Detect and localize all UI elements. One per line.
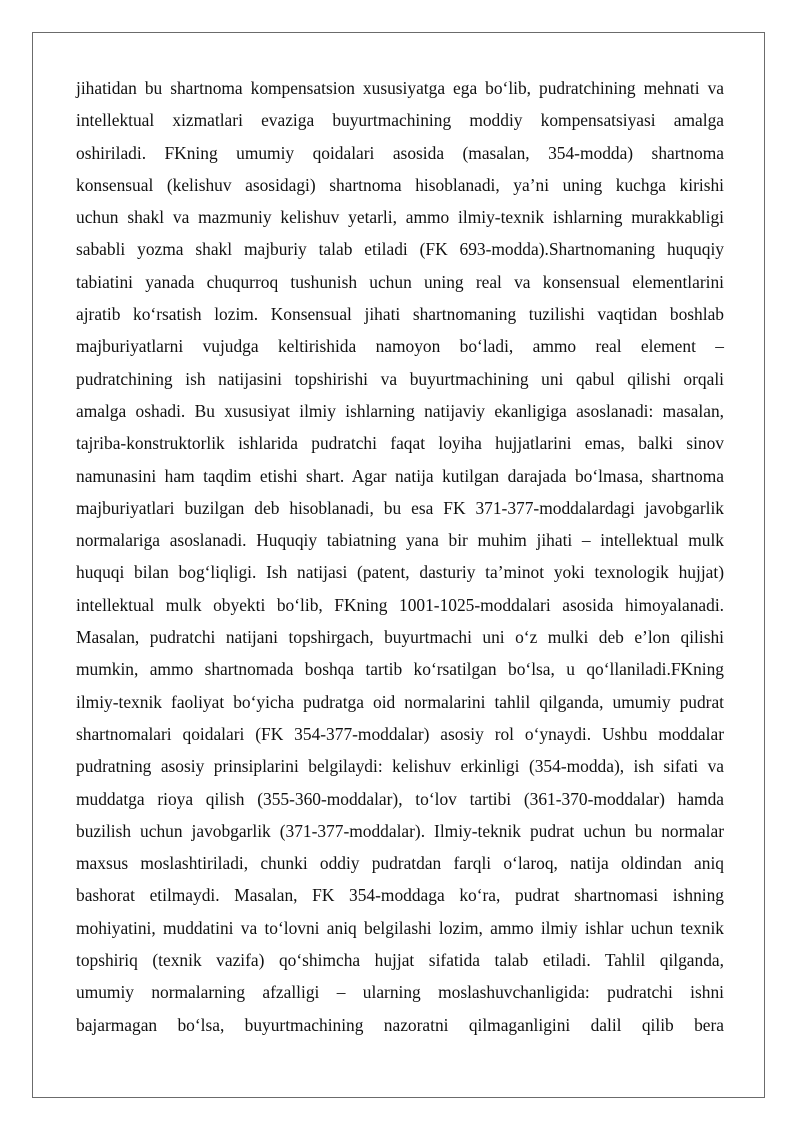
text-line: topshiriq (texnik vazifa) qo‘shimcha hujjat sifatida talab etiladi. Tahlil qilganda, [76,950,724,971]
text-line: maxsus moslashtiriladi, chunki oddiy pudratdan farqli o‘laroq, natija oldindan aniq [76,853,724,874]
text-line: intellektual mulk obyekti bo‘lib, FKning 1001-1025-moddalari asosida himoyalanadi. [76,594,724,615]
text-line: mumkin, ammo shartnomada boshqa tartib ko‘rsatilgan bo‘lsa, u qo‘llaniladi.FKning [76,659,724,680]
text-line: pudratchining ish natijasini topshirishi va buyurtmachining uni qabul qilishi orqali [76,368,724,389]
text-line: buzilish uchun javobgarlik (371-377-moddalar). Ilmiy-teknik pudrat uchun bu normalar [76,820,724,841]
text-line: bashorat etilmaydi. Masalan, FK 354-moddaga ko‘ra, pudrat shartnomasi ishning [76,885,724,906]
text-line: majburiyatlarni vujudga keltirishida namoyon bo‘ladi, ammo real element – [76,336,724,357]
text-line: amalga oshadi. Bu xususiyat ilmiy ishlarning natijaviy ekanligiga asoslanadi: masalan, [76,400,724,421]
text-line: oshiriladi. FKning umumiy qoidalari asosida (masalan, 354-modda) shartnoma [76,142,724,163]
text-line: namunasini ham taqdim etishi shart. Agar natija kutilgan darajada bo‘lmasa, shartnoma [76,465,724,486]
text-line: mohiyatini, muddatini va to‘lovni aniq belgilashi lozim, ammo ilmiy ishlar uchun texnik [76,917,724,938]
text-line: ajratib ko‘rsatish lozim. Konsensual jihati shartnomaning tuzilishi vaqtidan boshlab [76,304,724,325]
text-line: umumiy normalarning afzalligi – ularning moslashuvchanligida: pudratchi ishni [76,982,724,1003]
body-text [76,72,724,1041]
text-line: jihatidan bu shartnoma kompensatsion xususiyatga ega bo‘lib, pudratchining mehnati va [76,78,724,98]
text-line: ilmiy-texnik faoliyat bo‘yicha pudratga oid normalarini tahlil qilganda, umumiy pudrat [76,691,724,712]
text-line: shartnomalari qoidalari (FK 354-377-moddalar) asosiy rol o‘ynaydi. Ushbu moddalar [76,723,724,744]
text-line: tajriba-konstruktorlik ishlarida pudratchi faqat loyiha hujjatlarini emas, balki sinov [76,433,724,454]
text-line: bajarmagan bo‘lsa, buyurtmachining nazoratni qilmaganligini dalil qilib bera [76,1014,724,1035]
text-line: Masalan, pudratchi natijani topshirgach, buyurtmachi uni o‘z mulki deb e’lon qilishi [76,627,724,648]
text-line: majburiyatlari buzilgan deb hisoblanadi, bu esa FK 371-377-moddalardagi javobgarlik [76,497,724,518]
text-line: sababli yozma shakl majburiy talab etiladi (FK 693-modda).Shartnomaning huquqiy [76,239,724,260]
text-line: huquqi bilan bog‘liqligi. Ish natijasi (patent, dasturiy ta’minot yoki texnologik hujjat) [76,562,724,583]
text-line: konsensual (kelishuv asosidagi) shartnoma hisoblanadi, ya’ni uning kuchga kirishi [76,174,724,195]
text-line: muddatga rioya qilish (355-360-moddalar), to‘lov tartibi (361-370-moddalar) hamda [76,788,724,809]
text-line: intellektual xizmatlari evaziga buyurtmachining moddiy kompensatsiyasi amalga [76,110,724,131]
text-line: tabiatini yanada chuqurroq tushunish uchun uning real va konsensual elementlarini [76,271,724,292]
text-line: uchun shakl va mazmuniy kelishuv yetarli, ammo ilmiy-texnik ishlarning murakkabligi [76,207,724,228]
text-line: pudratning asosiy prinsiplarini belgilaydi: kelishuv erkinligi (354-modda), ish sifati va [76,756,724,777]
text-line: normalariga asoslanadi. Huquqiy tabiatning yana bir muhim jihati – intellektual mulk [76,530,724,551]
